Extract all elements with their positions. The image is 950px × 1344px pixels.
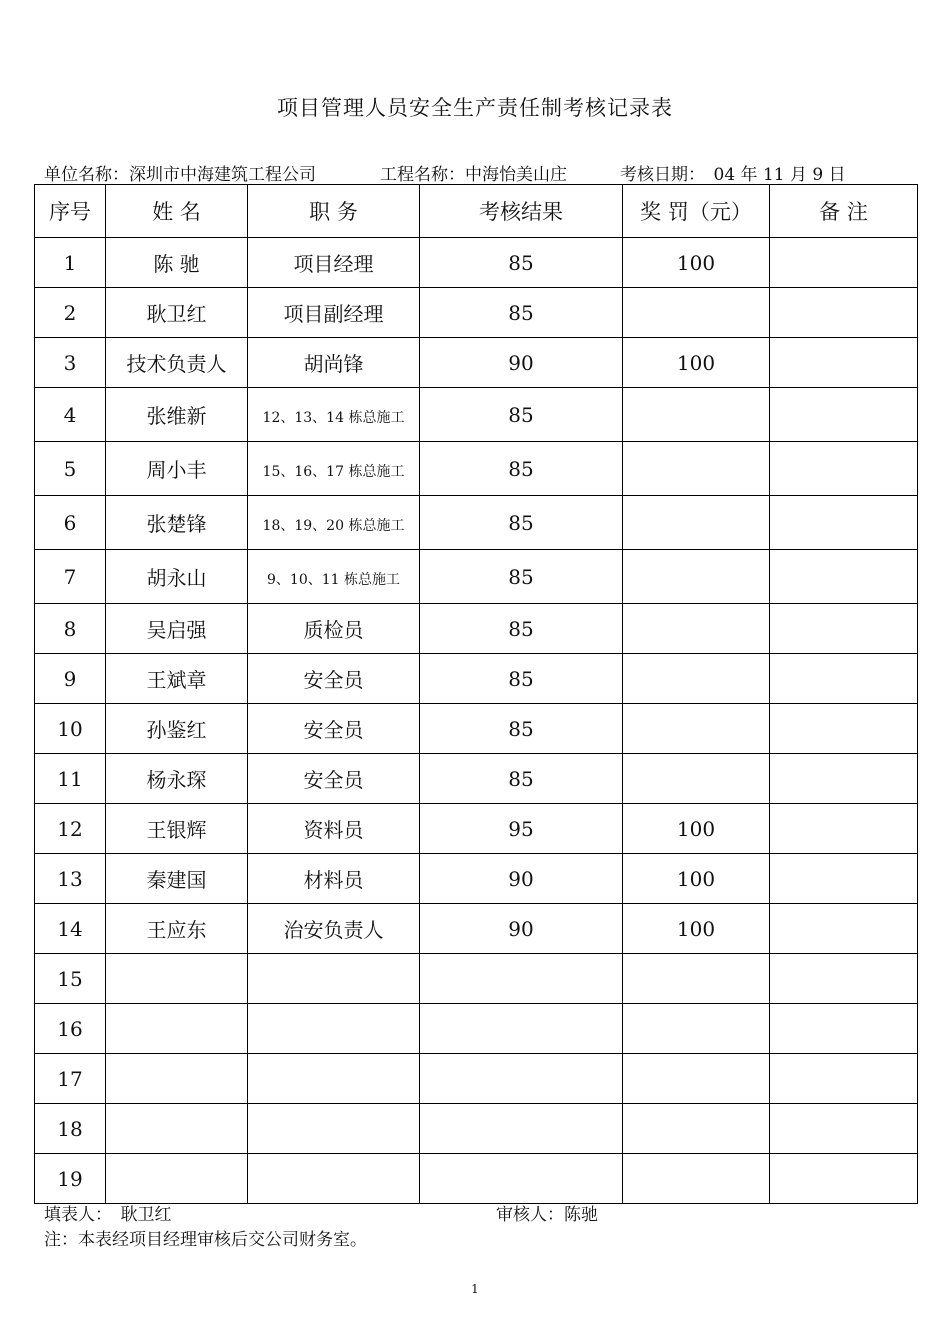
cell-position xyxy=(248,1054,420,1104)
cell-position: 安全员 xyxy=(248,654,420,704)
cell-reward xyxy=(623,1004,770,1054)
table-row xyxy=(35,496,918,550)
note: 注：本表经项目经理审核后交公司财务室。 xyxy=(44,1230,367,1250)
cell-position: 资料员 xyxy=(248,804,420,854)
header-reward: 奖 罚（元） xyxy=(623,185,770,238)
cell-position: 9、10、11 栋总施工 xyxy=(248,550,420,604)
cell-name: 孙鉴红 xyxy=(106,704,248,754)
cell-result: 85 xyxy=(420,550,623,604)
cell-name: 张维新 xyxy=(106,388,248,442)
cell-name: 杨永琛 xyxy=(106,754,248,804)
cell-index: 11 xyxy=(35,754,106,804)
cell-name: 张楚锋 xyxy=(106,496,248,550)
cell-reward: 100 xyxy=(623,238,770,288)
cell-position: 18、19、20 栋总施工 xyxy=(248,496,420,550)
cell-remarks xyxy=(770,550,918,604)
cell-remarks xyxy=(770,704,918,754)
cell-position xyxy=(248,1154,420,1204)
cell-index: 14 xyxy=(35,904,106,954)
cell-name: 秦建国 xyxy=(106,854,248,904)
cell-position: 项目副经理 xyxy=(248,288,420,338)
table-row xyxy=(35,442,918,496)
cell-reward: 100 xyxy=(623,804,770,854)
cell-index: 3 xyxy=(35,338,106,388)
cell-result: 90 xyxy=(420,338,623,388)
cell-remarks xyxy=(770,496,918,550)
cell-index: 10 xyxy=(35,704,106,754)
cell-index: 16 xyxy=(35,1004,106,1054)
cell-name xyxy=(106,1004,248,1054)
cell-reward xyxy=(623,1054,770,1104)
table-row xyxy=(35,704,918,754)
cell-position: 12、13、14 栋总施工 xyxy=(248,388,420,442)
cell-remarks xyxy=(770,338,918,388)
cell-reward xyxy=(623,654,770,704)
cell-index: 8 xyxy=(35,604,106,654)
table-row xyxy=(35,604,918,654)
cell-result: 95 xyxy=(420,804,623,854)
page-number: 1 xyxy=(471,1282,479,1296)
cell-name: 周小丰 xyxy=(106,442,248,496)
cell-remarks xyxy=(770,854,918,904)
form-meta xyxy=(44,160,846,185)
cell-remarks xyxy=(770,388,918,442)
header-result: 考核结果 xyxy=(420,185,623,238)
table-row xyxy=(35,804,918,854)
cell-remarks xyxy=(770,1154,918,1204)
cell-position xyxy=(248,1104,420,1154)
cell-position: 安全员 xyxy=(248,754,420,804)
assessment-date: 考核日期： 04 年 11 月 9 日 xyxy=(620,165,846,185)
cell-remarks xyxy=(770,604,918,654)
cell-remarks xyxy=(770,904,918,954)
filler: 填表人： 耿卫红 xyxy=(44,1205,172,1225)
project-name: 工程名称：中海怡美山庄 xyxy=(380,165,567,185)
cell-remarks xyxy=(770,288,918,338)
cell-name: 王应东 xyxy=(106,904,248,954)
table-row xyxy=(35,338,918,388)
cell-result: 90 xyxy=(420,904,623,954)
cell-reward xyxy=(623,442,770,496)
header-index: 序号 xyxy=(35,185,106,238)
cell-name: 耿卫红 xyxy=(106,288,248,338)
cell-name xyxy=(106,1054,248,1104)
cell-remarks xyxy=(770,1004,918,1054)
cell-reward xyxy=(623,1104,770,1154)
cell-reward: 100 xyxy=(623,338,770,388)
cell-result: 85 xyxy=(420,704,623,754)
signature-line xyxy=(44,1200,598,1225)
table-row xyxy=(35,288,918,338)
reviewer: 审核人：陈驰 xyxy=(496,1205,598,1225)
cell-position xyxy=(248,1004,420,1054)
cell-result xyxy=(420,954,623,1004)
table-row xyxy=(35,954,918,1004)
header-position: 职 务 xyxy=(248,185,420,238)
table-row xyxy=(35,550,918,604)
cell-index: 5 xyxy=(35,442,106,496)
cell-name: 陈 驰 xyxy=(106,238,248,288)
cell-position: 项目经理 xyxy=(248,238,420,288)
table-row xyxy=(35,1054,918,1104)
cell-name: 胡永山 xyxy=(106,550,248,604)
cell-name xyxy=(106,1104,248,1154)
cell-reward xyxy=(623,704,770,754)
cell-index: 7 xyxy=(35,550,106,604)
table-row xyxy=(35,238,918,288)
cell-reward xyxy=(623,1154,770,1204)
cell-position xyxy=(248,954,420,1004)
cell-remarks xyxy=(770,442,918,496)
cell-reward: 100 xyxy=(623,854,770,904)
cell-result: 85 xyxy=(420,496,623,550)
cell-position: 安全员 xyxy=(248,704,420,754)
cell-position: 质检员 xyxy=(248,604,420,654)
cell-result: 85 xyxy=(420,442,623,496)
table-row xyxy=(35,1104,918,1154)
cell-index: 1 xyxy=(35,238,106,288)
cell-reward: 100 xyxy=(623,904,770,954)
cell-index: 17 xyxy=(35,1054,106,1104)
cell-name: 吴启强 xyxy=(106,604,248,654)
cell-result xyxy=(420,1054,623,1104)
cell-reward xyxy=(623,604,770,654)
cell-index: 6 xyxy=(35,496,106,550)
cell-remarks xyxy=(770,804,918,854)
page-title: 项目管理人员安全生产责任制考核记录表 xyxy=(277,96,673,120)
assessment-table xyxy=(34,184,918,1204)
cell-reward xyxy=(623,388,770,442)
cell-position: 治安负责人 xyxy=(248,904,420,954)
cell-result: 90 xyxy=(420,854,623,904)
table-row xyxy=(35,388,918,442)
cell-result: 85 xyxy=(420,388,623,442)
cell-index: 4 xyxy=(35,388,106,442)
cell-index: 13 xyxy=(35,854,106,904)
unit-name: 单位名称：深圳市中海建筑工程公司 xyxy=(44,165,316,185)
table-row xyxy=(35,854,918,904)
cell-reward xyxy=(623,288,770,338)
table-row xyxy=(35,1154,918,1204)
cell-index: 12 xyxy=(35,804,106,854)
cell-result: 85 xyxy=(420,604,623,654)
cell-remarks xyxy=(770,1054,918,1104)
cell-result: 85 xyxy=(420,654,623,704)
header-remarks: 备 注 xyxy=(770,185,918,238)
cell-result: 85 xyxy=(420,754,623,804)
cell-index: 19 xyxy=(35,1154,106,1204)
cell-index: 2 xyxy=(35,288,106,338)
cell-remarks xyxy=(770,238,918,288)
cell-reward xyxy=(623,754,770,804)
cell-name xyxy=(106,954,248,1004)
table-row xyxy=(35,1004,918,1054)
cell-result: 85 xyxy=(420,238,623,288)
cell-position: 15、16、17 栋总施工 xyxy=(248,442,420,496)
cell-result xyxy=(420,1104,623,1154)
header-name: 姓 名 xyxy=(106,185,248,238)
cell-name xyxy=(106,1154,248,1204)
cell-result xyxy=(420,1004,623,1054)
cell-reward xyxy=(623,954,770,1004)
cell-name: 王斌章 xyxy=(106,654,248,704)
cell-name: 技术负责人 xyxy=(106,338,248,388)
table-row xyxy=(35,754,918,804)
cell-index: 9 xyxy=(35,654,106,704)
cell-reward xyxy=(623,550,770,604)
table-row xyxy=(35,654,918,704)
cell-remarks xyxy=(770,654,918,704)
cell-remarks xyxy=(770,1104,918,1154)
cell-remarks xyxy=(770,754,918,804)
table-row xyxy=(35,904,918,954)
cell-reward xyxy=(623,496,770,550)
cell-result: 85 xyxy=(420,288,623,338)
cell-position: 材料员 xyxy=(248,854,420,904)
cell-index: 15 xyxy=(35,954,106,1004)
cell-index: 18 xyxy=(35,1104,106,1154)
cell-position: 胡尚锋 xyxy=(248,338,420,388)
cell-remarks xyxy=(770,954,918,1004)
cell-result xyxy=(420,1154,623,1204)
table-header-row xyxy=(35,185,918,238)
cell-name: 王银辉 xyxy=(106,804,248,854)
